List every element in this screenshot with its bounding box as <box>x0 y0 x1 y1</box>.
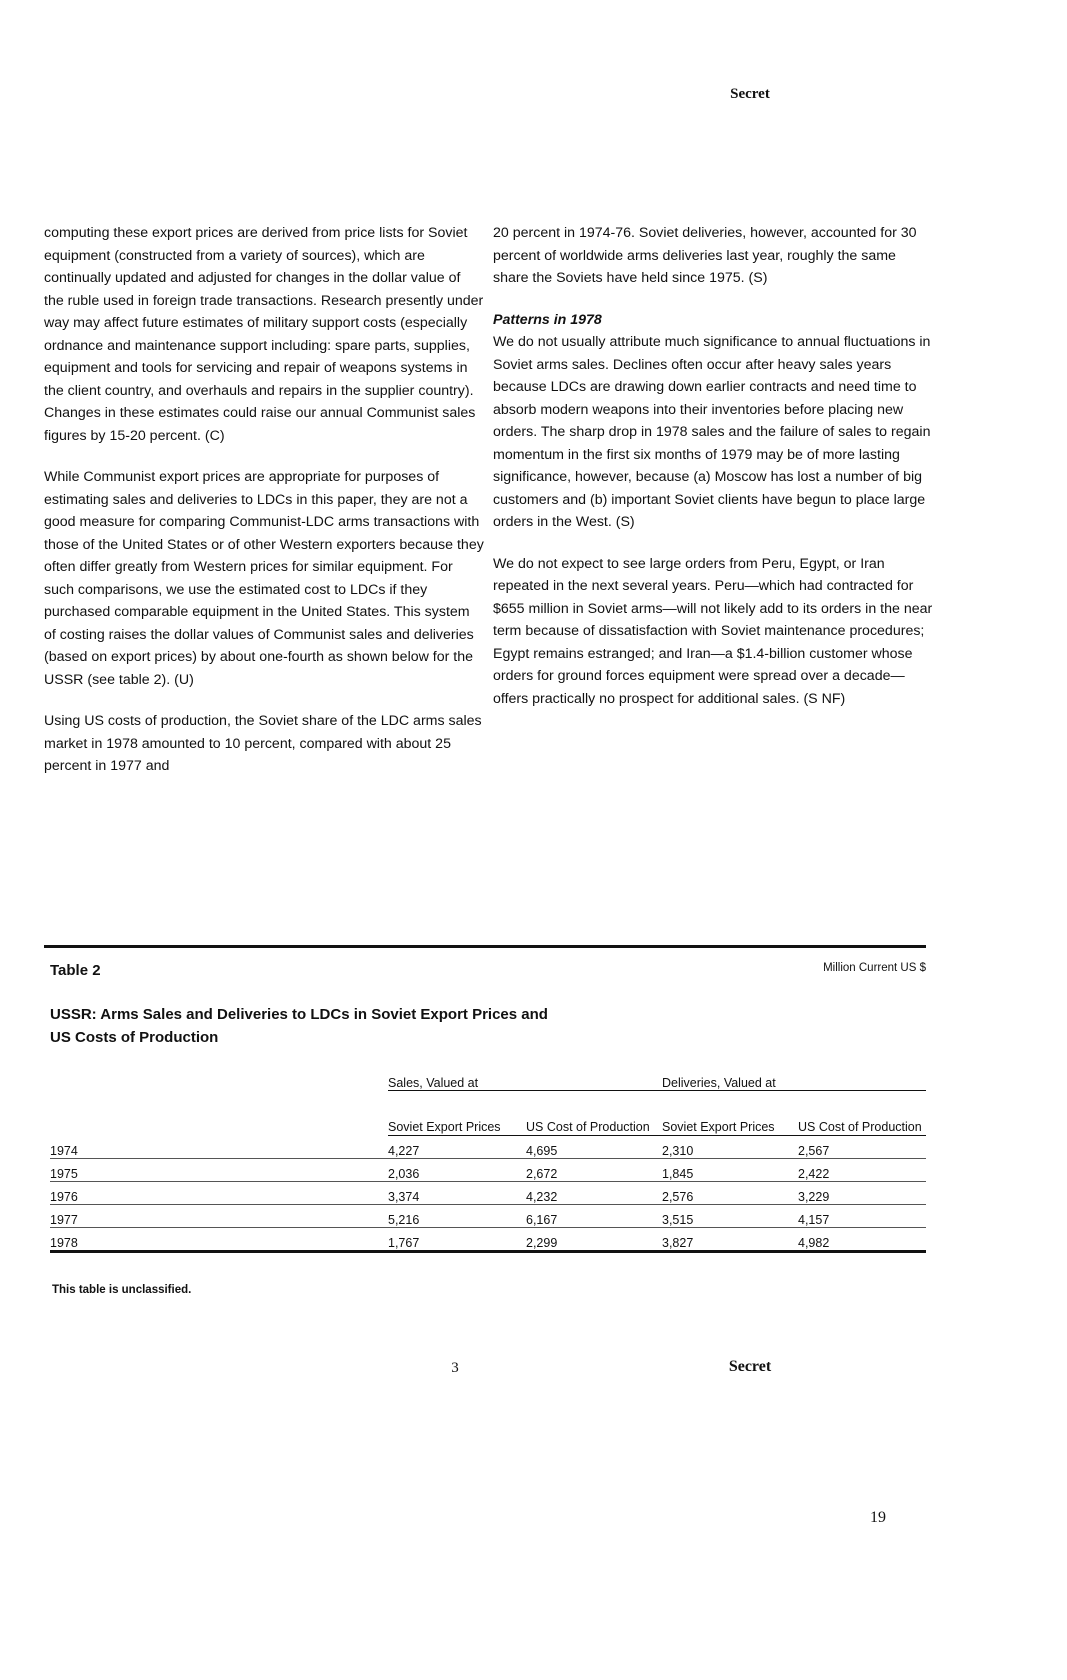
cell-deliveries-us: 3,229 <box>798 1182 926 1205</box>
cell-deliveries-us: 4,157 <box>798 1205 926 1228</box>
cell-sales-soviet: 4,227 <box>388 1136 526 1159</box>
footer-classification: Secret <box>728 1358 772 1375</box>
cell-sales-us: 2,672 <box>526 1159 662 1182</box>
column-header: US Cost of Production <box>526 1091 662 1136</box>
table-row <box>50 1182 926 1205</box>
cell-deliveries-soviet: 1,845 <box>662 1159 798 1182</box>
cell-sales-soviet: 5,216 <box>388 1205 526 1228</box>
table-label: Table 2 <box>50 962 101 979</box>
table-stub-header <box>50 1091 388 1136</box>
paragraph-us-costs: Using US costs of production, the Soviet share of the LDC arms sales market in 1978 amounted to 10 percent, compared with about 25 percent in 1977 and <box>44 713 482 774</box>
cell-sales-us: 6,167 <box>526 1205 662 1228</box>
cell-sales-us: 4,232 <box>526 1182 662 1205</box>
paragraph-communist-prices: While Communist export prices are appropriate for purposes of estimating sales and deliveries to LDCs in this paper, they are not a good measure for comparing Communist-LDC arms transactions with those of the United States or of other Western exporters because they often differ greatly from Western prices for similar equipment. For such comparisons, we use the estimated cost to LDCs if they purchased comparable equipment in the United States. This system of costing raises the dollar values of Communist sales and deliveries (based on export prices) by about one-fourth as shown below for the USSR (see table 2). (U) <box>44 469 484 688</box>
section-heading-patterns: Patterns in 1978 <box>493 311 602 328</box>
column-header: Soviet Export Prices <box>662 1091 798 1136</box>
group-header-deliveries: Deliveries, Valued at <box>662 1064 926 1091</box>
group-header-sales: Sales, Valued at <box>388 1064 662 1091</box>
column-header: US Cost of Production <box>798 1091 926 1136</box>
table-units: Million Current US $ <box>823 962 926 974</box>
right-column <box>493 222 933 729</box>
table-note: This table is unclassified. <box>52 1284 192 1296</box>
cell-sales-soviet: 3,374 <box>388 1182 526 1205</box>
row-year: 1974 <box>50 1136 388 1159</box>
paragraph-continued: 20 percent in 1974-76. Soviet deliveries, however, accounted for 30 percent of worldwide arms deliveries last year, roughly the same share the Soviets have held since 1975. (S) <box>493 225 917 286</box>
paragraph-outlook: We do not expect to see large orders from Peru, Egypt, or Iran repeated in the next several years. Peru—which had contracted for $655 million in Soviet arms—will not likely add to its orders in the near term because of dissatisfaction with Soviet maintenance procedures; Egypt remains estranged; and Iran—a $1.4-billion customer whose orders for ground forces equipment were spread over a decade—offers practically no prospect for additional sales. (S NF) <box>493 555 933 707</box>
cell-deliveries-us: 2,567 <box>798 1136 926 1159</box>
table-row <box>50 1136 926 1159</box>
paragraph-export-prices: computing these export prices are derived from price lists for Soviet equipment (constructed from a variety of sources), which are continually updated and adjusted for changes in the dollar value of the ruble used in foreign trade transactions. Research presently under way may affect future estimates of military support costs (especially ordnance and maintenance support including: spare parts, supplies, equipment and tools for servicing and repair of weapons systems in the client country, and overhauls and repairs in the supplier country). Changes in these estimates could raise our annual Communist sales figures by 15-20 percent. (C) <box>44 225 484 444</box>
header-classification: Secret <box>730 86 770 102</box>
row-year: 1976 <box>50 1182 388 1205</box>
table-row <box>50 1228 926 1252</box>
cell-deliveries-us: 4,982 <box>798 1228 926 1252</box>
paragraph-patterns: We do not usually attribute much significance to annual fluctuations in Soviet arms sales. Declines often occur after heavy sales years because LDCs are drawing down earlier contracts and need time to absorb modern weapons into their inventories before placing new orders. The sharp drop in 1978 sales and the failure of sales to regain momentum in the first six months of 1979 may be of more lasting significance, however, because (a) Moscow has lost a number of big customers and (b) important Soviet clients have begun to place large orders in the West. (S) <box>493 334 931 530</box>
cell-deliveries-soviet: 3,515 <box>662 1205 798 1228</box>
arms-sales-table <box>50 1064 926 1253</box>
cell-deliveries-us: 2,422 <box>798 1159 926 1182</box>
column-header: Soviet Export Prices <box>388 1091 526 1136</box>
cell-sales-us: 4,695 <box>526 1136 662 1159</box>
folio-number: 19 <box>870 1509 886 1526</box>
page-number: 3 <box>451 1360 459 1376</box>
table-row <box>50 1159 926 1182</box>
cell-sales-soviet: 2,036 <box>388 1159 526 1182</box>
left-column <box>44 222 484 797</box>
row-year: 1977 <box>50 1205 388 1228</box>
cell-sales-soviet: 1,767 <box>388 1228 526 1252</box>
table-row <box>50 1205 926 1228</box>
cell-deliveries-soviet: 2,576 <box>662 1182 798 1205</box>
row-year: 1978 <box>50 1228 388 1252</box>
cell-deliveries-soviet: 2,310 <box>662 1136 798 1159</box>
table-top-rule <box>44 945 926 948</box>
cell-sales-us: 2,299 <box>526 1228 662 1252</box>
table-corner <box>50 1064 388 1091</box>
table-title: USSR: Arms Sales and Deliveries to LDCs in Soviet Export Prices and US Costs of Production <box>50 1006 548 1046</box>
row-year: 1975 <box>50 1159 388 1182</box>
cell-deliveries-soviet: 3,827 <box>662 1228 798 1252</box>
